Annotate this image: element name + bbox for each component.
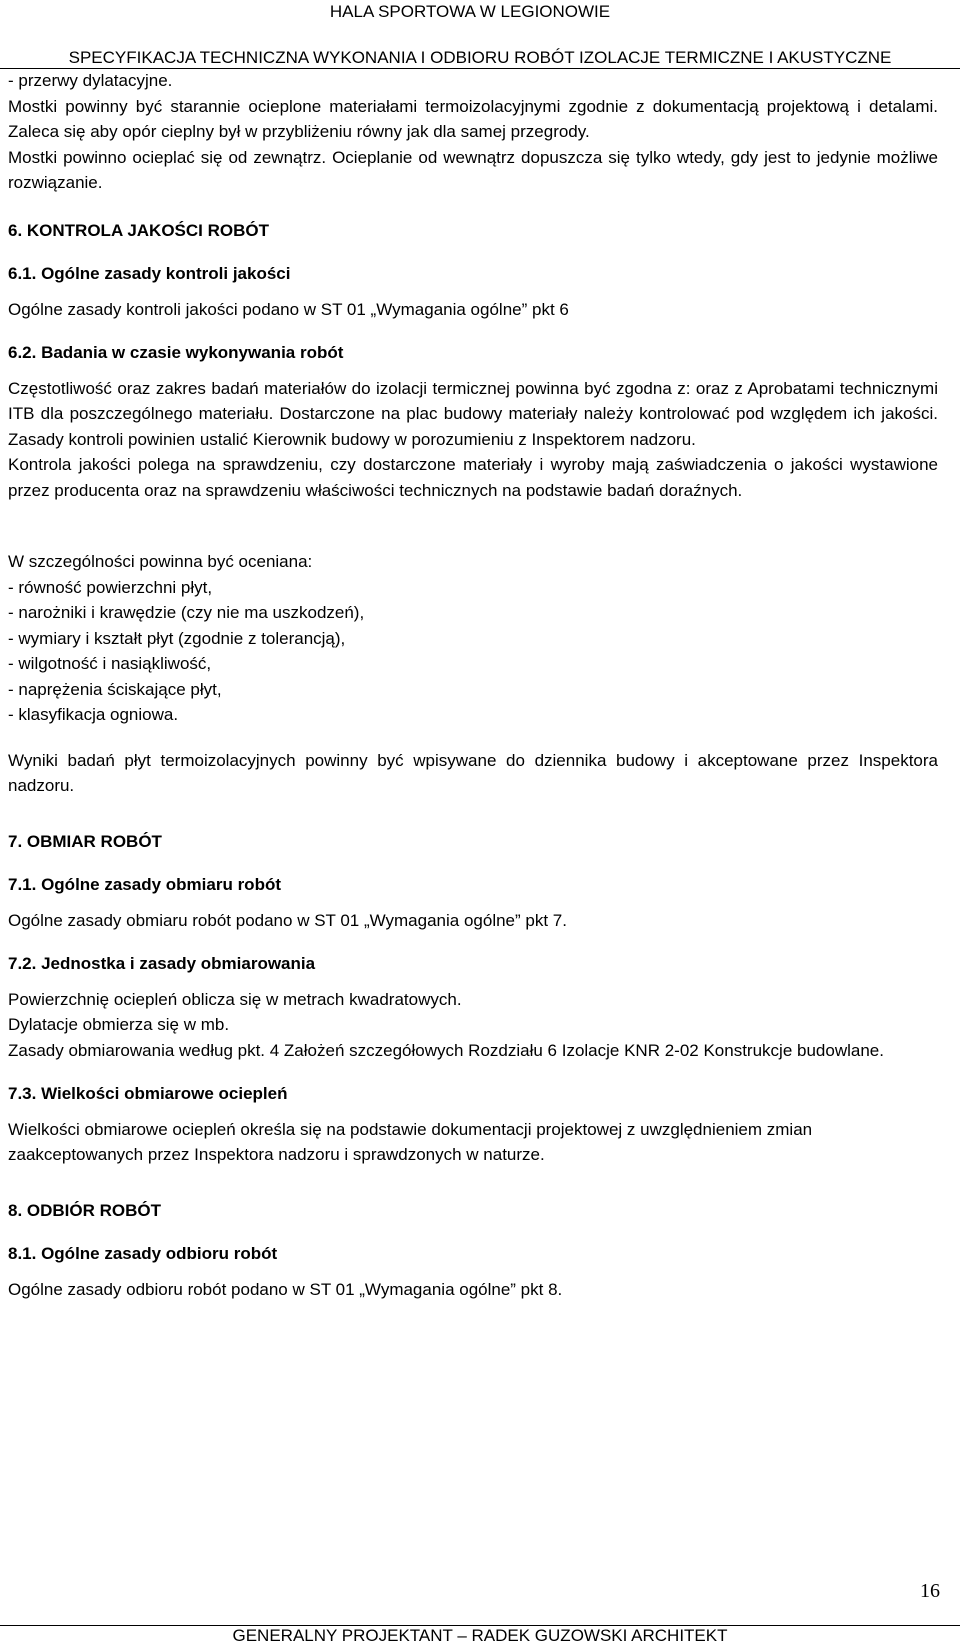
- paragraph: Mostki powinny być starannie ocieplone materiałami termoizolacyjnymi zgodnie z dokumentacją projektową i detalami. Zaleca się aby opór cieplny był w przybliżeniu równy jak dla samej przegrody.: [8, 96, 938, 141]
- paragraph: - przerwy dylatacyjne.: [8, 71, 173, 90]
- list-item: - narożniki i krawędzie (czy nie ma uszkodzeń),: [8, 603, 365, 622]
- document-header-subtitle: SPECYFIKACJA TECHNICZNA WYKONANIA I ODBIORU ROBÓT IZOLACJE TERMICZNE I AKUSTYCZNE: [68, 48, 892, 67]
- list-item: - wilgotność i nasiąkliwość,: [8, 654, 212, 673]
- paragraph: Powierzchnię ociepleń oblicza się w metrach kwadratowych.: [8, 989, 462, 1009]
- section-heading-6: 6. KONTROLA JAKOŚCI ROBÓT: [8, 220, 269, 240]
- subsection-heading-7-1: 7.1. Ogólne zasady obmiaru robót: [8, 875, 281, 894]
- paragraph: Kontrola jakości polega na sprawdzeniu, czy dostarczone materiały i wyroby mają zaświadczenia o jakości wystawione przez producenta oraz na sprawdzeniu właściwości technicznych na podstawie badań doraźnych.: [8, 455, 938, 500]
- list-item: - klasyfikacja ogniowa.: [8, 705, 179, 724]
- paragraph: Wielkości obmiarowe ociepleń określa się na podstawie dokumentacji projektowej z uwzględnieniem zmian zaakceptowanych przez Inspektora nadzoru i sprawdzonych w naturze.: [8, 1119, 813, 1164]
- subsection-heading-6-2: 6.2. Badania w czasie wykonywania robót: [8, 343, 344, 362]
- list-item: - naprężenia ściskające płyt,: [8, 679, 222, 699]
- paragraph: Wyniki badań płyt termoizolacyjnych powinny być wpisywane do dziennika budowy i akceptowane przez Inspektora nadzoru.: [8, 750, 938, 795]
- paragraph: Ogólne zasady obmiaru robót podano w ST 01 „Wymagania ogólne” pkt 7.: [8, 910, 567, 930]
- section-heading-7: 7. OBMIAR ROBÓT: [8, 831, 162, 851]
- paragraph: Zasady obmiarowania według pkt. 4 Założeń szczegółowych Rozdziału 6 Izolacje KNR 2-02 Konstrukcje budowlane.: [8, 1040, 884, 1060]
- paragraph: Dylatacje obmierza się w mb.: [8, 1015, 230, 1034]
- footer-text: GENERALNY PROJEKTANT – RADEK GUZOWSKI ARCHITEKT: [232, 1626, 728, 1645]
- list-item: - wymiary i kształt płyt (zgodnie z tolerancją),: [8, 628, 346, 648]
- subsection-heading-6-1: 6.1. Ogólne zasady kontroli jakości: [8, 264, 291, 283]
- paragraph: Mostki powinno ocieplać się od zewnątrz. Ocieplanie od wewnątrz dopuszcza się tylko wtedy, gdy jest to jedynie możliwe rozwiązanie.: [8, 147, 938, 192]
- list-item: - równość powierzchni płyt,: [8, 577, 213, 597]
- document-body: [8, 68, 938, 1302]
- paragraph: Częstotliwość oraz zakres badań materiałów do izolacji termicznej powinna być zgodna z: oraz z Aprobatami technicznymi ITB dla poszczególnego materiału. Dostarczone na plac budowy materiały należy kontrolować pod względem ich jakości. Zasady kontroli powinien ustalić Kierownik budowy w porozumieniu z Inspektorem nadzoru.: [8, 378, 938, 449]
- subsection-heading-7-2: 7.2. Jednostka i zasady obmiarowania: [8, 954, 316, 973]
- section-heading-8: 8. ODBIÓR ROBÓT: [8, 1200, 162, 1220]
- list-intro: W szczególności powinna być oceniana:: [8, 552, 313, 571]
- page-number: 16: [920, 1580, 940, 1602]
- paragraph: Ogólne zasady kontroli jakości podano w ST 01 „Wymagania ogólne” pkt 6: [8, 299, 569, 319]
- document-header-title: HALA SPORTOWA W LEGIONOWIE: [329, 2, 611, 21]
- subsection-heading-7-3: 7.3. Wielkości obmiarowe ociepleń: [8, 1084, 288, 1103]
- subsection-heading-8-1: 8.1. Ogólne zasady odbioru robót: [8, 1244, 278, 1263]
- paragraph: Ogólne zasady odbioru robót podano w ST 01 „Wymagania ogólne” pkt 8.: [8, 1279, 563, 1299]
